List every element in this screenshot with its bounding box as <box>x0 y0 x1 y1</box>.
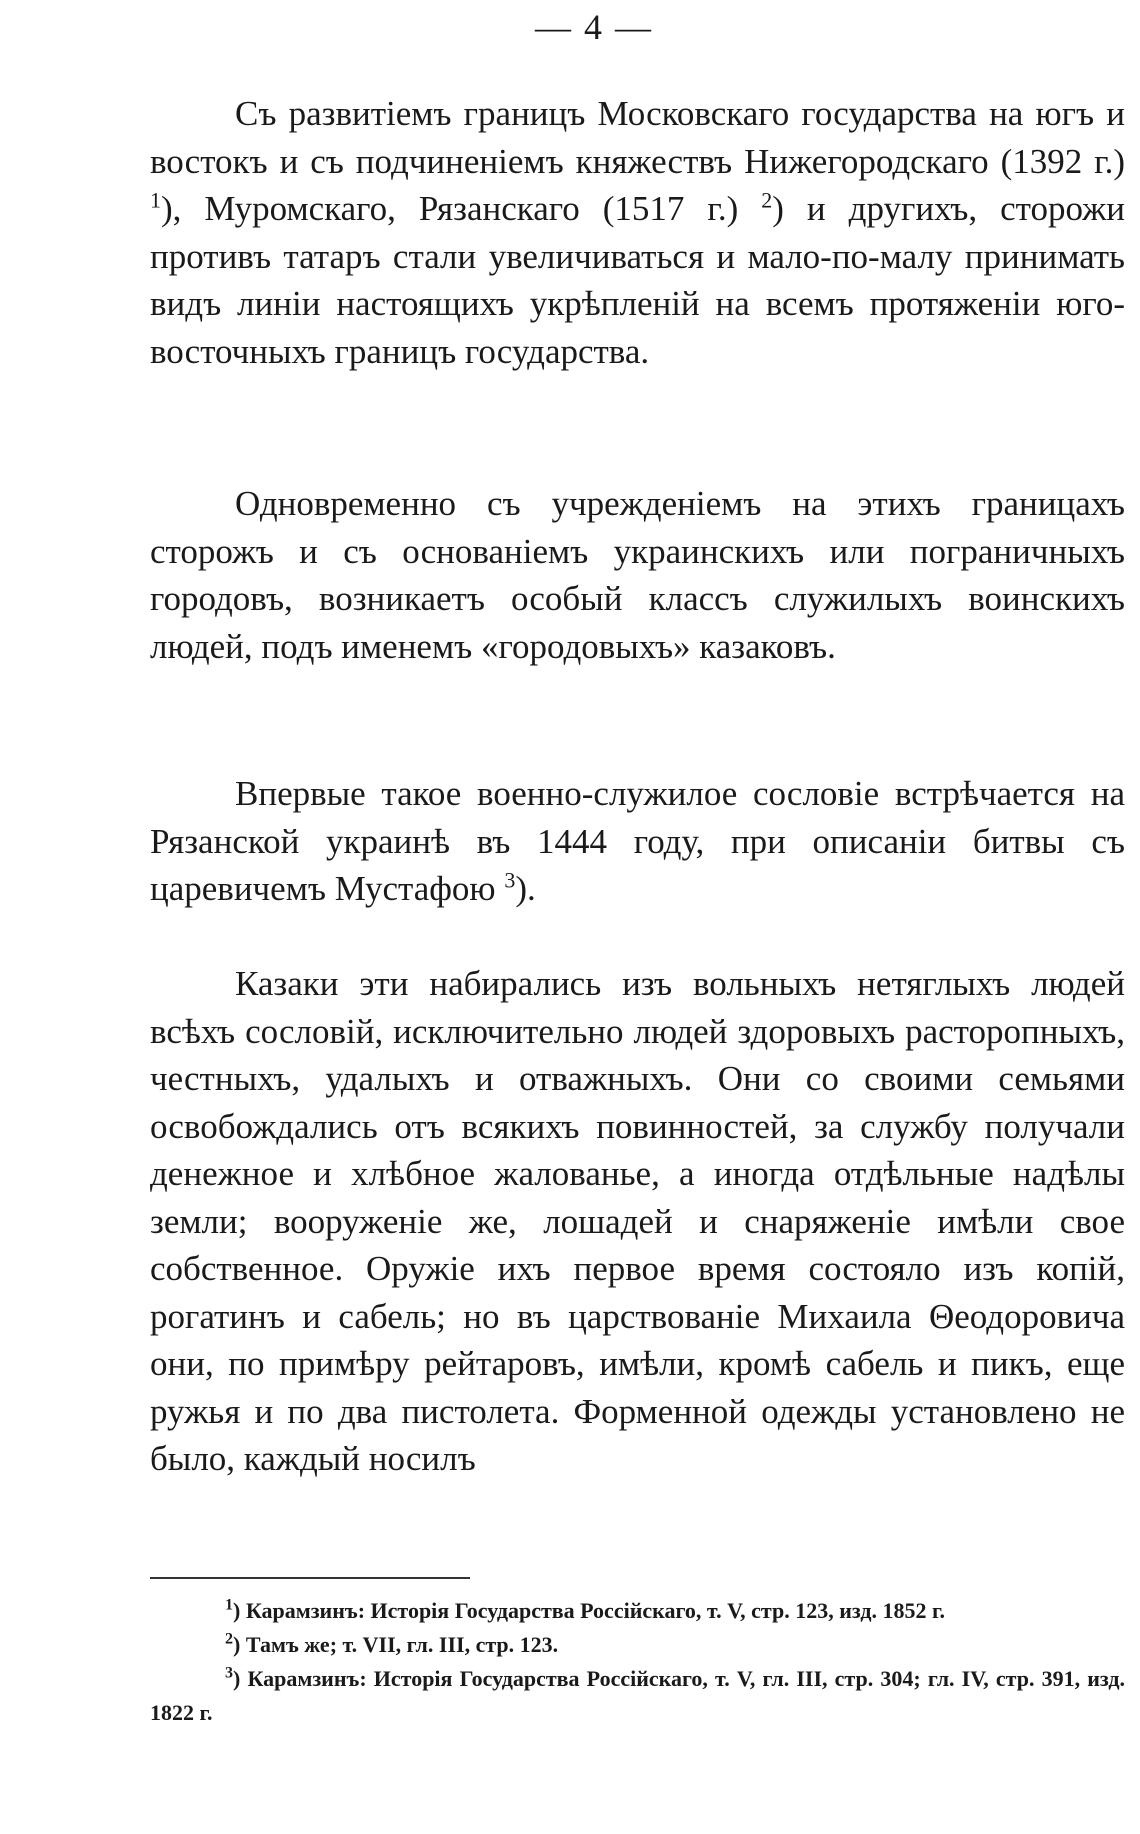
page-number: — 4 — <box>535 7 653 47</box>
footnote-1-mark: 1 <box>225 1596 233 1614</box>
paragraph-3-text-b: ). <box>515 869 536 908</box>
paragraph-1 <box>150 90 1125 375</box>
footnote-3-mark: 3 <box>225 1664 233 1682</box>
paragraph-1-text-a: Съ развитіемъ границъ Московскаго государства на югъ и востокъ и съ подчиненіемъ княжествъ Нижегородскаго (1392 г.) <box>150 94 1125 181</box>
footnote-2-mark: 2 <box>225 1630 233 1648</box>
footnote-2 <box>150 1628 1125 1662</box>
footnote-3 <box>150 1662 1125 1730</box>
paragraph-4: Казаки эти набирались изъ вольныхъ нетяглыхъ людей всѣхъ сословій, исключительно людей здоровыхъ расторопныхъ, честныхъ, удалыхъ и отважныхъ. Они со своими семьями освобождались отъ всякихъ повинностей, за службу получали денежное и хлѣбное жалованье, а иногда отдѣльные надѣлы земли; вооруженіе же, лошадей и снаряженіе имѣли свое собственное. Оружіе ихъ первое время состояло изъ копій, рогатинъ и сабель; но въ царствованіе Михаила Θеодоровича они, по примѣру рейтаровъ, имѣли, кромѣ сабель и пикъ, еще ружья и по два пистолета. Форменной одежды установлено не было, каждый носилъ <box>150 964 1125 1478</box>
footnote-3-text: ) Карамзинъ: Исторія Государства Россійскаго, т. V, гл. III, стр. 304; гл. IV, стр. 391, изд. 1822 г. <box>150 1666 1125 1725</box>
paragraph-1-text-c: ) и другихъ, сторожи противъ татаръ стали увеличиваться и мало-по-малу принимать видъ линіи настоящихъ укрѣпленій на всемъ протяженіи юго-восточныхъ границъ государства. <box>150 189 1125 371</box>
footnote-1 <box>150 1594 1125 1628</box>
paragraph-3-text-a: Впервые такое военно-служилое сословіе встрѣчается на Рязанской украинѣ въ 1444 году, при описаніи битвы съ царевичемъ Мустафою <box>150 774 1125 908</box>
footnote-1-text: ) Карамзинъ: Исторія Государства Россійскаго, т. V, стр. 123, изд. 1852 г. <box>233 1598 945 1623</box>
footnote-divider <box>150 1577 470 1579</box>
paragraph-1-text-b: ), Муромскаго, Рязанскаго (1517 г.) <box>161 189 762 228</box>
paragraph-2: Одновременно съ учрежденіемъ на этихъ границахъ сторожъ и съ основаніемъ украинскихъ или пограничныхъ городовъ, возникаетъ особый классъ служилыхъ воинскихъ людей, подъ именемъ «городовыхъ» казаковъ. <box>150 484 1125 666</box>
footnote-ref-2: 2 <box>761 187 773 213</box>
paragraph-3 <box>150 770 1125 913</box>
footnote-ref-3: 3 <box>504 867 516 893</box>
footnote-2-text: ) Тамъ же; т. VII, гл. III, стр. 123. <box>233 1632 559 1657</box>
footnote-ref-1: 1 <box>150 187 161 213</box>
